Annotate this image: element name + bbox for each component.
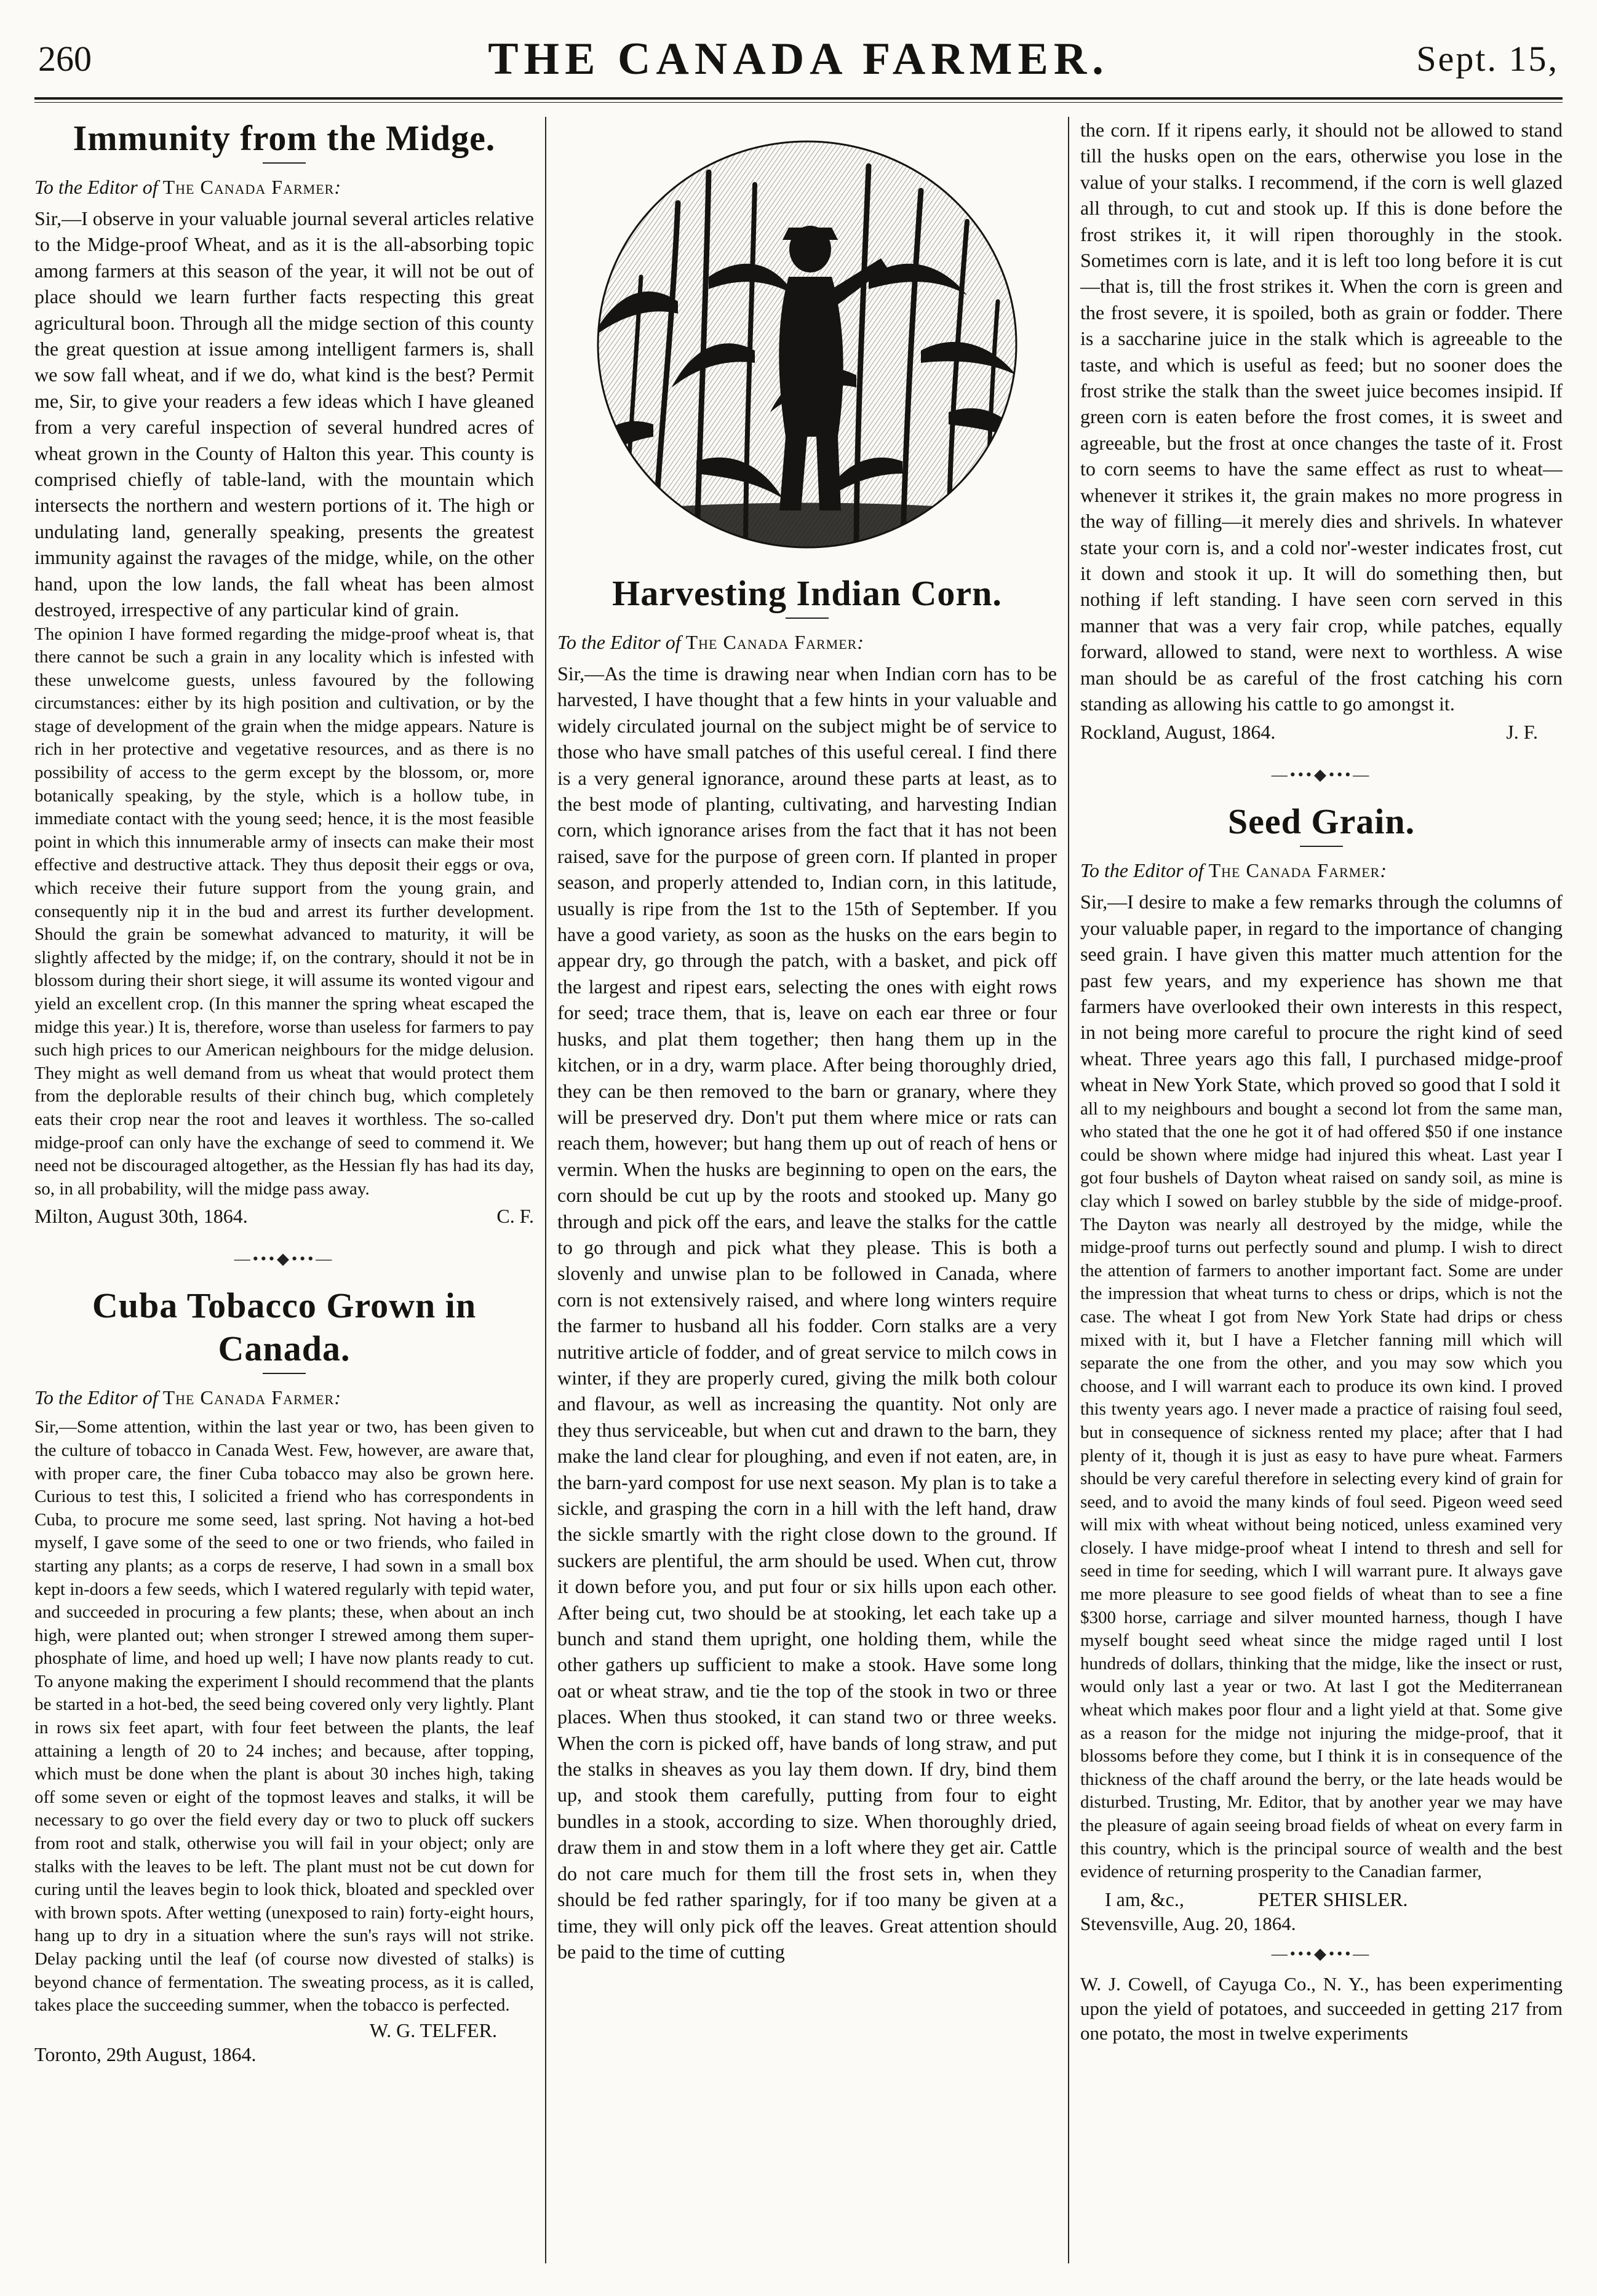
article-signoff xyxy=(1080,719,1563,745)
article-midge xyxy=(34,117,534,1229)
author-initials: C. F. xyxy=(496,1205,534,1228)
header-rule xyxy=(34,97,1563,100)
salutation xyxy=(34,1384,534,1411)
salutation-paper: The Canada Farmer xyxy=(162,176,335,198)
separator-ornament: —•••◆•••— xyxy=(1271,1945,1372,1963)
title-rule xyxy=(263,1373,306,1374)
salutation xyxy=(34,173,534,201)
salutation-suffix: : xyxy=(334,176,341,198)
salutation-paper: The Canada Farmer xyxy=(1208,859,1380,882)
article-corn-continued xyxy=(1080,117,1563,745)
article-signoff xyxy=(34,1203,534,1229)
author-initials: J. F. xyxy=(1506,721,1538,744)
article-potato xyxy=(1080,1972,1563,2046)
page-header xyxy=(34,25,1563,92)
article-body: Sir,—Some attention, within the last year or two, has been given to the culture of tobacco in Canada West. Few, however, are aware that, with proper care, the finer Cuba tobacco may also be grown here. Curious to test this, I solicited a friend who has correspondents in Cuba, to procure me some seed, last spring. Not having a hot-bed myself, I gave some of the seed to one or two friends, who failed in starting any plants; as a corps de reserve, I had sown in a small box kept in-doors a few seeds, which I watered regularly with tepid water, and succeeded in procuring a few plants; these, when about an inch high, were planted out; when stronger I strewed among them super-phosphate of lime, and hoed up well; I have now plants ready to cut. To anyone making the experiment I should recommend that the plants be started in a hot-bed, the seed being covered only very lightly. Plant in rows six feet apart, with four feet between the plants, the leaf attaining a length of 20 to 24 inches; and because, after topping, which must be done when the plant is about 30 inches high, taking off some seven or eight of the topmost leaves and stalks, it will be necessary to go over the field every day or two to pluck off suckers from root and stalk, otherwise you will fail in your object; only are stalks with the leaves to be left. The plant must not be cut down for curing until the leaves begin to look thick, bloated and speckled over with brown spots. After wetting (unexposed to rain) forty-eight hours, hang up to dry in a situation where the sun's rays will not strike. Delay packing until the leaf (of course now divested of stalks) is beyond chance of fermentation. The sweating process, as it is called, takes place the succeeding summer, when the tobacco is perfected. xyxy=(34,1417,534,2016)
article-separator xyxy=(1080,1945,1563,1963)
salutation-prefix: To the Editor of xyxy=(557,631,681,653)
separator-ornament: —•••◆•••— xyxy=(1271,766,1372,784)
author-signature: PETER SHISLER. xyxy=(1257,1888,1408,1910)
article-body: Sir,—As the time is drawing near when Indian corn has to be harvested, I have thought that a few hints in your valuable and widely circulated journal on the subject might be of service to those who have small patches of this useful cereal. I find there is a very general ignorance, around these parts at least, as to the best mode of planting, cultivating, and harvesting Indian corn, which ignorance arises from the fact that it has not been raised, save for the purpose of green corn. If planted in proper season, and properly attended to, Indian corn, in this latitude, usually is ripe from the 1st to the 15th of September. If you have a good variety, as soon as the husks on the ears begin to appear dry, go through the patch, with a basket, and pick off the largest and ripest ears, selecting the ones with eight rows for seed; trace them, that is, leave on each ear three or four husks, and plat them together; then hang them up in the kitchen, or in a dry, warm place. After being thoroughly dried, they can be then removed to the barn or granary, where they will be preserved dry. Don't put them where mice or rats can reach them, however; but hang them up out of reach of hens or vermin. When the husks are beginning to open on the ears, the corn should be cut up by the roots and stooked up. Many go through and pick off the ears, and leave the stalks for the cattle to go through and pick what they please. This is both a slovenly and unwise plan to be followed in Canada, where corn is not extensively raised, and where long winters require the farmer to husband all his fodder. Corn stalks are a very nutritive article of fodder, and of great service to milch cows in winter, if they are properly cured, giving the milk both colour and flavour, as well as increasing the quantity. Not only are they thus serviceable, but when cut and drawn to the barn, they make the land clear for ploughing, and even if not eaten, are, in the barn-yard compost for use next season. My plan is to take a sickle, and grasping the corn in a hill with the left hand, draw the sickle smartly with the right close down to the ground. If suckers are plentiful, the arm should be used. When cut, throw it down before you, and put four or six hills upon each other. After being cut, two should be at stooking, let each take up a bunch and stand them upright, one holding them, while the other gathers up sufficient to make a stook. Have some long oat or wheat straw, and tie the top of the stook in two or three places. When thus stooked, it can stand two or three weeks. When the corn is picked off, have bands of long straw, and put the stalks in sheaves as you lay them down. If dry, bind them up, and stook them carefully, putting from four to eight bundles in a stook, according to size. When thoroughly dried, draw them in and stow them in a loft where they get air. Cattle do not care much for them till the frost sets in, when they should be fed rather sparingly, for if too many be given at a time, they will only pick off the leaves. Great attention should be paid to the time of cutting xyxy=(557,662,1057,1963)
title-rule xyxy=(263,162,306,164)
title-rule xyxy=(786,618,829,619)
article-seed xyxy=(1080,800,1563,1935)
harvester-in-cornfield-engraving-icon xyxy=(567,117,1047,566)
place-date: Milton, August 30th, 1864. xyxy=(34,1205,248,1228)
separator-ornament: —•••◆•••— xyxy=(234,1250,335,1268)
article-body-continued: the corn. If it ripens early, it should not be allowed to stand till the husks open on the ears, otherwise you lose in the value of your stalks. I recommend, if the corn is well glazed all through, to cut and stook up. If this is done before the frost strikes it, it will ripen thoroughly in the stook. Sometimes corn is late, and it is left too long before it is cut—that is, till the frost strikes it. When the corn is green and the frost severe, it is spoiled, both as grain or fodder. There is a saccharine juice in the stalk which is agreeable to the taste, and which is useful as feed; but no sooner does the frost strike the stalk than the sweet juice becomes insipid. If green corn is eaten before the frost comes, it is sweet and agreeable, but the frost at once changes the taste of it. Frost to corn seems to have the same effect as rust to wheat—whenever it strikes it, the grain makes no more progress in the way of filling—it merely dies and shrivels. In whatever state your corn is, and a cold nor'-wester indicates frost, cut it down and stook it up. It will do something then, but nothing if left standing. I have seen corn served in this manner that was a very fair crop, while patches, equally forward, allowed to stand, were next to worthless. A wise man should be as careful of the frost catching his corn standing as allowing his cattle to go amongst it. xyxy=(1080,119,1563,715)
place-date: Stevensville, Aug. 20, 1864. xyxy=(1080,1912,1296,1934)
article-body: Sir,—I observe in your valuable journal several articles relative to the Midge-proof Wheat, and as it is the all-absorbing topic among farmers at this season of the year, it will not be out of place should we learn further facts respecting this great agricultural boon. Through all the midge section of this county the great question at issue among intelligent farmers is, shall we sow fall wheat, and if we do, what kind is the best? Permit me, Sir, to give your readers a few ideas which I have gleaned from a very careful inspection of several hundred acres of wheat grown in the County of Halton this year. This county is comprised chiefly of table-land, with the mountain which intersects the northern and western portions of it. The high or undulating land, generally speaking, presents the greatest immunity against the ravages of the midge, while, on the other hand, upon the low lands, the fall wheat has been almost destroyed, irrespective of any particular kind of grain. xyxy=(34,207,534,621)
article-title: Harvesting Indian Corn. xyxy=(612,573,1002,613)
column-divider-1 xyxy=(545,117,546,2263)
place-date: Rockland, August, 1864. xyxy=(1080,721,1276,744)
column-3 xyxy=(1080,117,1563,2276)
article-closing xyxy=(1080,1886,1563,1912)
article-title: Immunity from the Midge. xyxy=(73,118,496,158)
article-separator xyxy=(1080,766,1563,784)
column-2 xyxy=(557,117,1057,2276)
salutation-prefix: To the Editor of xyxy=(34,1386,158,1409)
newspaper-page xyxy=(34,25,1563,2276)
article-body-small: The opinion I have formed regarding the midge-proof wheat is, that there cannot be such a grain in any locality which is infested with these unwelcome guests, unless favoured by the following circumstances: either by its high position and cultivation, or by the stage of development of the grain when the midge appears. Nature is rich in her protective and vegetative resources, and as there is no possibility of access to the germ except by the blossom, or, more botanically speaking, by the style, which is a hollow tube, in immediate contact with the young seed; hence, it is the most feasible point in which this innumerable army of insects can make their most effective and destructive attack. They thus deposit their eggs or ova, which receive their future support from the young grain, and consequently nip it in the bud and arrest its further development. Should the grain be somewhat advanced to maturity, it will be slightly affected by the midge; if, on the contrary, should it not be in blossom during their short siege, it will assume its wonted vigour and yield an excellent crop. (In this manner the spring wheat escaped the midge this year.) It is, therefore, worse than useless for farmers to pay such high prices to our American neighbours for the midge delusion. They might as well demand from us wheat that would protect them from the deplorable results of their chinch bug, which completely eats their crop near the root and leaves it worthless. The so-called midge-proof can only have the exchange of seed to commend it. We need not be discouraged altogether, as the Hessian fly has had its day, so, in all probability, will the midge pass away. xyxy=(34,624,534,1199)
salutation-suffix: : xyxy=(334,1386,341,1409)
header-rule-thin xyxy=(34,102,1563,103)
column-divider-2 xyxy=(1068,117,1069,2263)
author-signature: W. G. TELFER. xyxy=(369,2019,497,2041)
masthead-title: THE CANADA FARMER. xyxy=(488,34,1109,84)
salutation-paper: The Canada Farmer xyxy=(162,1386,335,1409)
salutation xyxy=(557,629,1057,656)
issue-date: Sept. 15, xyxy=(1416,39,1559,79)
closing-formula: I am, &c., xyxy=(1105,1888,1184,1910)
title-rule xyxy=(1300,846,1343,847)
article-corn xyxy=(557,117,1057,1964)
article-body: Sir,—I desire to make a few remarks through the columns of your valuable paper, in regard to the importance of changing seed grain. I have given this matter much attention for the past few years, and my experience has shown me that farmers have overlooked their own interests in this respect, in not being more careful to procure the right kind of seed wheat. Three years ago this fall, I purchased midge-proof wheat in New York State, which proved so good that I sold it xyxy=(1080,891,1563,1096)
page-number: 260 xyxy=(38,39,92,79)
salutation-suffix: : xyxy=(857,631,864,653)
news-item: W. J. Cowell, of Cayuga Co., N. Y., has been experimenting upon the yield of potatoes, and succeeded in getting 217 from one potato, the most in twelve experiments xyxy=(1080,1973,1563,2044)
salutation xyxy=(1080,857,1563,884)
place-date: Toronto, 29th August, 1864. xyxy=(34,2043,257,2065)
article-title: Seed Grain. xyxy=(1227,801,1416,842)
salutation-prefix: To the Editor of xyxy=(34,176,158,198)
column-1 xyxy=(34,117,534,2276)
article-body-small: all to my neighbours and bought a second lot from the same man, who stated that the one he got it of had offered $50 if one instance could be shown where midge had injured this wheat. Last year I got four bushels of Dayton wheat raised on sandy soil, as mine is clay which I sowed on barley stubble by the side of midge-proof. The Dayton was nearly all destroyed by the midge, while the midge-proof turns out perfectly sound and plump. I wish to direct the attention of farmers to another important fact. Some are under the impression that wheat turns to chess or drips, which is not the case. The wheat I got from New York State had drips or chess mixed with it, but I have a Fletcher fanning mill which will separate the one from the other, and you may sow which you choose, and I will warrant each to produce its own kind. I proved this twenty years ago. I never made a practice of raising foul seed, but in consequence of sickness rented my place; after that I had plenty of it, though it is just as easy to have pure wheat. Farmers should be very careful therefore in selecting every kind of grain for seed, and to avoid the many kinds of foul seed. Pigeon weed seed will mix with wheat without being noticed, unless examined very closely. I have midge-proof wheat I intend to thresh and sell for seed in time for seeding, which I will warrant pure. It always gave me more pleasure to see good fields of wheat than to see a fine $300 horse, carriage and silver mounted harness, though I have myself bought seed wheat since the midge raged until I lost hundreds of dollars, thinking that the midge, like the insect or rust, would only last a year or two. At last I got the Mediterranean wheat which makes poor flour and a light yield at that. Some give as a reason for the midge not injuring the midge-proof, that it blossoms before they come, but I think it is in consequence of the thickness of the chaff around the berry, or the late heads would be disturbed. Trusting, Mr. Editor, that by another year we may have the pleasure of again seeing broad fields of wheat on every farm in this country, which is the principal source of wealth and the best evidence of returning prosperity to the Canadian farmer, xyxy=(1080,1098,1563,1882)
salutation-prefix: To the Editor of xyxy=(1080,859,1204,882)
salutation-paper: The Canada Farmer xyxy=(685,631,858,653)
article-separator xyxy=(34,1250,534,1268)
article-tobacco xyxy=(34,1284,534,2066)
article-title: Cuba Tobacco Grown in Canada. xyxy=(92,1285,477,1369)
salutation-suffix: : xyxy=(1380,859,1387,882)
